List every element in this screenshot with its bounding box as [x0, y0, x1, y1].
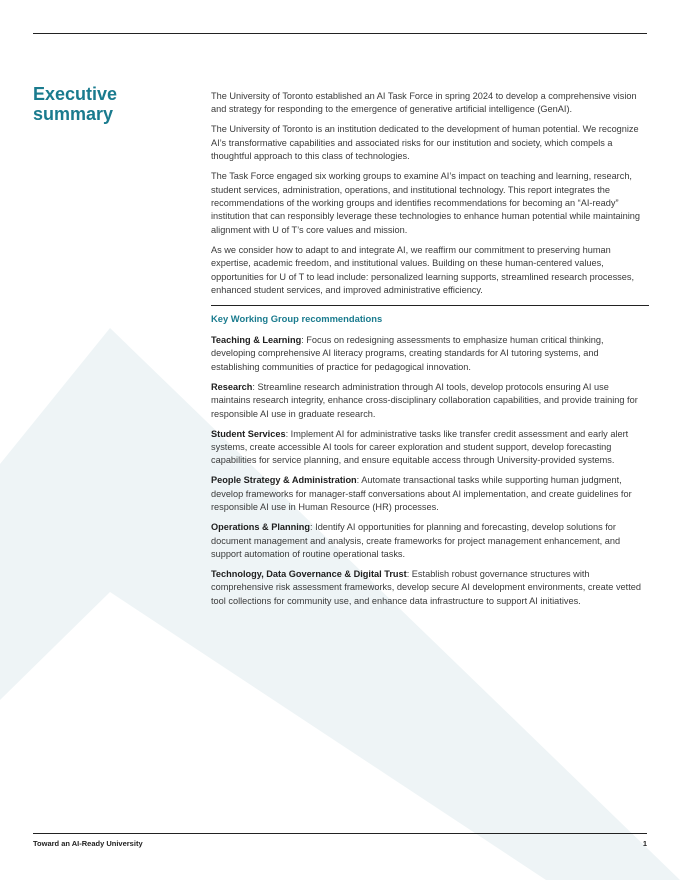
- recommendation-text: : Establish robust governance structures with comprehensive risk assessment frameworks, develop secure AI development environments, create vetted tool collections for community use, and enhance data infrastructure to support AI initiatives.: [211, 568, 641, 606]
- recommendation-item: [211, 428, 649, 468]
- recommendation-title: Student Services: [211, 428, 286, 439]
- recommendation-text: : Implement AI for administrative tasks like transfer credit assessment and early alert systems, create accessible AI tools for career exploration and student support, develop forecasting capabilities for service planning, and ensure equitable access through University-provided systems.: [211, 428, 629, 466]
- recommendation-text: : Focus on redesigning assessments to emphasize human critical thinking, developing comprehensive AI literacy programs, creating standards for AI tutoring systems, and establishing communities of practice for pedagogical innovation.: [211, 334, 604, 372]
- recommendation-item: [211, 334, 649, 374]
- page-number: 1: [642, 839, 647, 848]
- footer-document-title: Toward an AI-Ready University: [33, 839, 143, 848]
- recommendation-title: People Strategy & Administration: [211, 475, 357, 486]
- summary-content: [211, 90, 649, 615]
- intro-paragraph: The University of Toronto is an institution dedicated to the development of human potential. We recognize AI’s transformative capabilities and associated risks for our institution and society, which compels a thoughtful approach to this class of technologies.: [211, 124, 639, 162]
- recommendation-item: [211, 381, 649, 421]
- recommendations-heading: Key Working Group recommendations: [211, 313, 383, 325]
- recommendation-text: : Automate transactional tasks while supporting human judgment, develop frameworks for manager-staff conversations about AI implementation, and create guidelines for responsible AI use in Human Resource (HR) processes.: [211, 475, 632, 513]
- page-title: Executive summary: [33, 84, 118, 124]
- recommendation-title: Operations & Planning: [211, 522, 311, 533]
- recommendation-title: Teaching & Learning: [211, 334, 302, 345]
- recommendation-title: Technology, Data Governance & Digital Trust: [211, 568, 407, 579]
- recommendation-text: : Identify AI opportunities for planning and forecasting, develop solutions for document management and analysis, create frameworks for project management enhancement, and support automation of routine operational tasks.: [211, 522, 621, 559]
- recommendation-text: : Streamline research administration through AI tools, develop protocols ensuring AI use maintains research integrity, enhance cross-disciplinary collaboration capabilities, and provide training for responsible AI use in graduate research.: [211, 381, 638, 419]
- section-divider: [211, 305, 649, 306]
- recommendation-title: Research: [211, 381, 253, 392]
- intro-paragraph: The Task Force engaged six working groups to examine AI’s impact on teaching and learning, research, student services, administration, operations, and institutional technology. This report integrates the recommendations of the working groups and identifies recommendations for becoming an “AI-ready” institution that can responsibly leverage these technologies to enhance human potential while maintaining alignment with U of T’s core values and mission.: [211, 171, 641, 235]
- recommendation-item: [211, 474, 649, 514]
- intro-paragraph: As we consider how to adapt to and integrate AI, we reaffirm our commitment to preserving human expertise, academic freedom, and institutional values. Building on these human-centered values, opportunities for U of T to lead include: personalized learning supports, streamlined research processes, enhanced student services, and improved administrative efficiency.: [211, 244, 635, 296]
- footer-divider: [33, 833, 647, 834]
- intro-paragraph: The University of Toronto established an AI Task Force in spring 2024 to develop a comprehensive vision and strategy for responding to the emergence of generative artificial intelligence (GenAI).: [211, 91, 637, 115]
- recommendation-item: [211, 521, 649, 561]
- top-divider: [33, 33, 647, 34]
- recommendation-item: [211, 568, 649, 608]
